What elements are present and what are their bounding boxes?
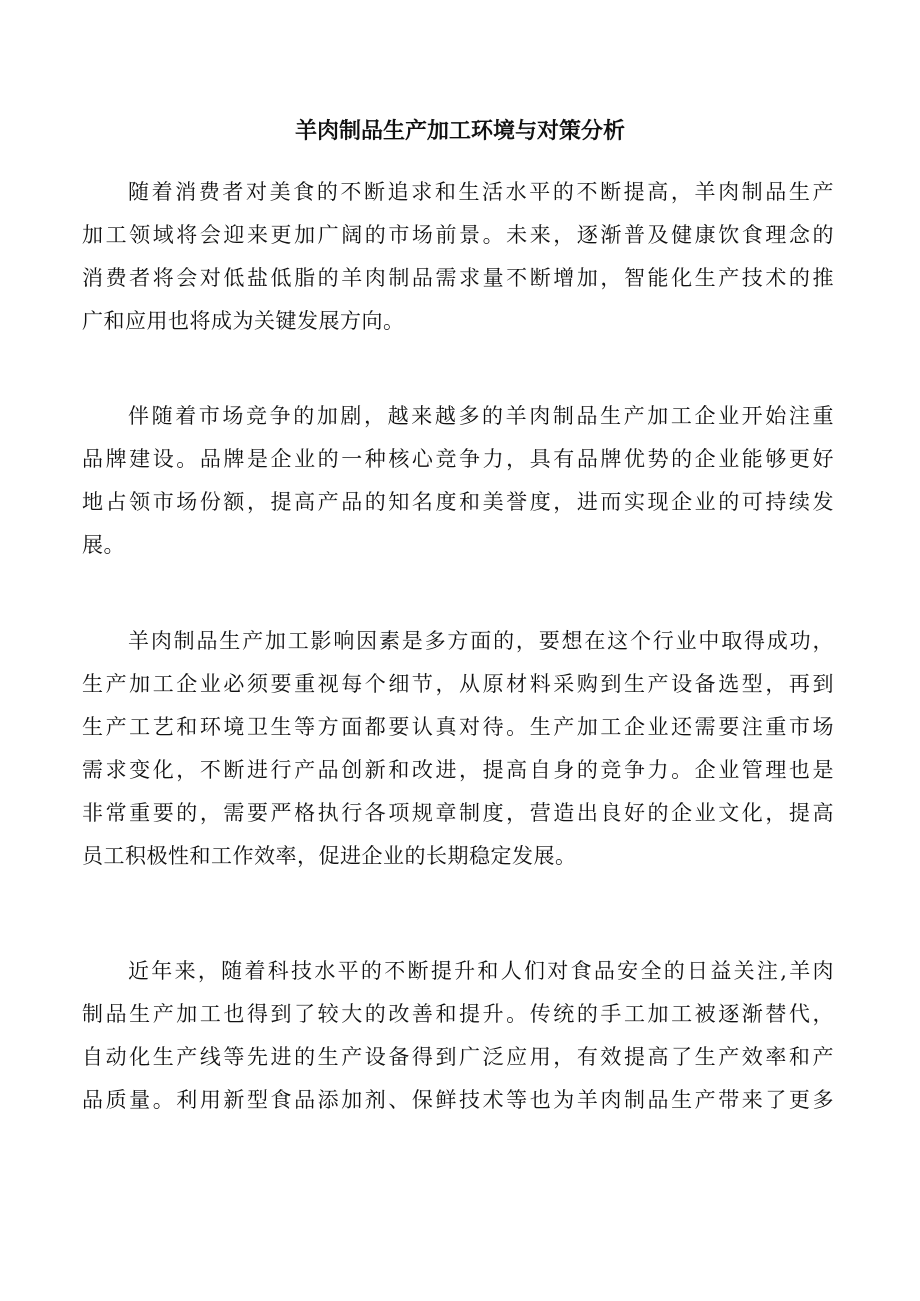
paragraph-line: 生产工艺和环境卫生等方面都要认真对待。生产加工企业还需要注重市场 [82,715,834,739]
paragraph-line: 羊肉制品生产加工影响因素是多方面的，要想在这个行业中取得成功， [128,629,834,653]
document-title: 羊肉制品生产加工环境与对策分析 [294,119,625,144]
paragraph-line: 地占领市场份额，提高产品的知名度和美誉度，进而实现企业的可持续发 [82,490,834,514]
paragraph-line: 展。 [82,533,125,557]
paragraph-line: 需求变化，不断进行产品创新和改进，提高自身的竞争力。企业管理也是 [82,758,834,782]
paragraph-3 [82,620,834,878]
paragraph-line: 品质量。利用新型食品添加剂、保鲜技术等也为羊肉制品生产带来了更多 [82,1088,834,1112]
paragraph-line: 生产加工企业必须要重视每个细节，从原材料采购到生产设备选型，再到 [82,672,834,696]
paragraph-1 [82,171,834,343]
paragraph-4 [82,950,834,1122]
paragraph-line: 广和应用也将成为关键发展方向。 [82,309,405,333]
paragraph-line: 非常重要的，需要严格执行各项规章制度，营造出良好的企业文化，提高 [82,801,834,825]
paragraph-line: 随着消费者对美食的不断追求和生活水平的不断提高，羊肉制品生产 [128,180,834,204]
paragraph-2 [82,395,834,567]
paragraph-line: 品牌建设。品牌是企业的一种核心竞争力，具有品牌优势的企业能够更好 [82,447,834,471]
paragraph-line: 消费者将会对低盐低脂的羊肉制品需求量不断增加，智能化生产技术的推 [82,266,834,290]
paragraph-line: 近年来，随着科技水平的不断提升和人们对食品安全的日益关注,羊肉 [128,959,834,983]
paragraph-line: 制品生产加工也得到了较大的改善和提升。传统的手工加工被逐渐替代， [82,1002,834,1026]
paragraph-line: 加工领域将会迎来更加广阔的市场前景。未来，逐渐普及健康饮食理念的 [82,223,834,247]
paragraph-line: 自动化生产线等先进的生产设备得到广泛应用，有效提高了生产效率和产 [82,1045,834,1069]
paragraph-line: 伴随着市场竞争的加剧，越来越多的羊肉制品生产加工企业开始注重 [128,404,834,428]
paragraph-line: 员工积极性和工作效率，促进企业的长期稳定发展。 [82,844,577,868]
